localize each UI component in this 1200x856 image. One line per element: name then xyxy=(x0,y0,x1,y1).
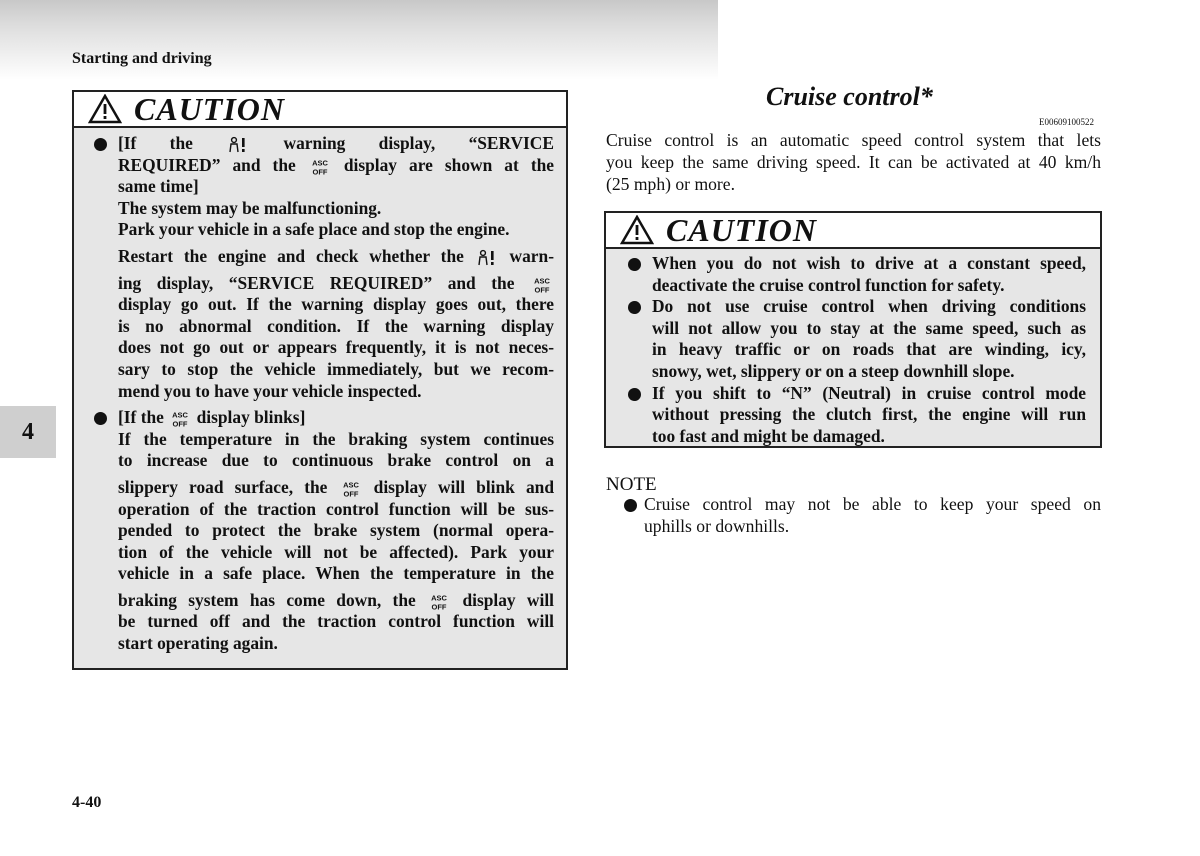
text-line: pended to protect the brake system (normal opera- xyxy=(118,520,554,541)
text-line: is no abnormal condition. If the warning display xyxy=(118,315,554,336)
text-line: deactivate the cruise control function for safety. xyxy=(652,274,1005,295)
svg-text:ASC: ASC xyxy=(342,480,359,490)
text-line: to increase due to continuous brake control on a xyxy=(118,450,554,471)
bullet-icon xyxy=(628,388,641,401)
text-line: sary to stop the vehicle immediately, but we recom- xyxy=(118,358,554,379)
bullet-icon xyxy=(628,301,641,314)
text-line: Restart the engine and check whether the warn- xyxy=(118,245,554,266)
caution-item xyxy=(628,296,1086,382)
svg-text:ASC: ASC xyxy=(431,593,448,603)
svg-text:OFF: OFF xyxy=(343,489,359,498)
note-label: NOTE xyxy=(606,474,657,495)
text-line: you keep the same driving speed. It can be activated at 40 km/h xyxy=(606,151,1101,172)
bullet-icon xyxy=(628,258,641,271)
caution-header xyxy=(606,213,1100,249)
text-line: in heavy traffic or on roads that are winding, icy, xyxy=(652,339,1086,360)
text-line: same time] xyxy=(118,176,199,197)
text-line: uphills or downhills. xyxy=(644,515,790,536)
text-line: REQUIRED” and the ASC OFF display are shown at the xyxy=(118,154,554,176)
bullet-icon xyxy=(624,499,637,512)
svg-text:ASC: ASC xyxy=(534,276,550,286)
doc-code: E00609100522 xyxy=(1039,117,1094,127)
svg-text:OFF: OFF xyxy=(534,285,550,294)
svg-text:OFF: OFF xyxy=(431,602,447,611)
text-line: tion of the vehicle will not be affected). Park your xyxy=(118,541,554,562)
header-band xyxy=(0,0,718,80)
svg-text:OFF: OFF xyxy=(312,167,328,176)
caution-header xyxy=(74,92,566,128)
svg-text:ASC: ASC xyxy=(311,158,328,168)
asc-off-icon xyxy=(170,410,190,428)
bullet-icon xyxy=(94,138,107,151)
note-item xyxy=(624,494,1101,538)
chapter-tab xyxy=(0,406,56,458)
caution-item xyxy=(94,133,554,402)
warning-triangle-icon xyxy=(620,215,654,245)
section-title: Starting and driving xyxy=(72,50,212,67)
caution-body xyxy=(74,128,566,655)
text-line: Cruise control may not be able to keep your speed on xyxy=(644,494,1101,514)
asc-off-icon xyxy=(310,158,330,176)
asc-off-icon xyxy=(429,593,449,611)
section-heading: Cruise control* xyxy=(766,82,933,111)
svg-text:ASC: ASC xyxy=(172,410,189,420)
text-line: Cruise control is an automatic speed control system that lets xyxy=(606,130,1101,150)
text-line: Park your vehicle in a safe place and stop the engine. xyxy=(118,219,510,240)
text-line: will not allow you to stay at the same speed, such as xyxy=(652,317,1086,338)
text-line: be turned off and the traction control function will xyxy=(118,611,554,632)
text-line: Do not use cruise control when driving conditions xyxy=(652,296,1086,317)
caution-body xyxy=(606,249,1100,447)
text-line: without pressing the clutch first, the engine will run xyxy=(652,404,1086,425)
asc-off-icon xyxy=(532,276,552,294)
svg-text:OFF: OFF xyxy=(172,419,188,429)
caution-item xyxy=(628,253,1086,296)
service-warning-icon xyxy=(477,249,497,267)
caution-title: CAUTION xyxy=(666,211,818,248)
text-line: If you shift to “N” (Neutral) in cruise control mode xyxy=(652,382,1086,403)
note-body xyxy=(624,494,1101,538)
page-number: 4-40 xyxy=(72,794,102,811)
text-line: vehicle in a safe place. When the temperature in the xyxy=(118,563,554,584)
text-line: ing display, “SERVICE REQUIRED” and the ASC OFF xyxy=(118,273,554,295)
text-line: slippery road surface, the ASC OFF display will blink and xyxy=(118,476,555,498)
asc-off-icon xyxy=(341,480,361,498)
text-line: The system may be malfunctioning. xyxy=(118,197,382,218)
text-line: too fast and might be damaged. xyxy=(652,425,885,446)
text-line: display go out. If the warning display goes out, there xyxy=(118,294,554,315)
chapter-number: 4 xyxy=(22,418,34,445)
service-warning-icon xyxy=(228,136,248,154)
caution-box-left xyxy=(72,90,568,670)
intro-paragraph xyxy=(606,130,1101,195)
text-line: When you do not wish to drive at a constant speed, xyxy=(652,253,1086,273)
text-line: does not go out or appears frequently, it is not neces- xyxy=(118,337,554,358)
warning-triangle-icon xyxy=(88,94,122,124)
text-line: [If the ASC OFF display blinks] xyxy=(118,407,306,429)
text-line: [If the warning display, “SERVICE xyxy=(118,133,554,153)
text-line: (25 mph) or more. xyxy=(606,173,735,194)
text-line: braking system has come down, the ASC OFF display will xyxy=(118,589,554,611)
text-line: snowy, wet, slippery or on a steep downhill slope. xyxy=(652,360,1015,381)
caution-item xyxy=(628,383,1086,448)
caution-title: CAUTION xyxy=(134,90,286,127)
text-line: start operating again. xyxy=(118,633,278,654)
text-line: mend you to have your vehicle inspected. xyxy=(118,380,422,401)
text-line: operation of the traction control function will be sus- xyxy=(118,498,554,519)
text-line: If the temperature in the braking system continues xyxy=(118,428,554,449)
caution-box-right xyxy=(604,211,1102,448)
bullet-icon xyxy=(94,412,107,425)
caution-item xyxy=(94,407,554,655)
